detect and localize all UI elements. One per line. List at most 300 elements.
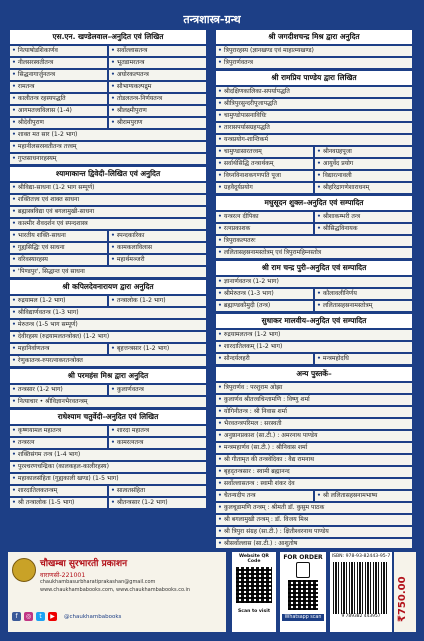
book-row <box>216 248 412 258</box>
book-title-item <box>216 395 412 405</box>
bullet-icon: • <box>218 492 222 499</box>
book-title: शारदातिलकम् (1-2 भाग) <box>223 343 283 350</box>
book-title: श्रीविद्यार्णवतन्त्र (1-3 भाग) <box>17 309 79 316</box>
book-title: ललितासहस्रनामस्तोत्रम् एवं त्रिपुरामहिम्नस्तोत्र <box>223 249 322 256</box>
book-row <box>10 308 206 318</box>
book-title: काश्मीर शैवदर्शन एवं स्पन्दशास्त्र <box>17 220 88 227</box>
book-row <box>216 183 412 193</box>
book-title-item <box>216 431 412 441</box>
book-title: नीलसरस्वतीतन्त्र <box>17 59 54 66</box>
book-title-item <box>109 58 206 68</box>
book-row <box>216 99 412 109</box>
book-title-item <box>216 147 313 157</box>
section-header: श्री रामप्रिय पाण्डेय द्वारा लिखित <box>216 71 412 85</box>
book-title-item <box>315 147 412 157</box>
book-title-item <box>315 301 412 311</box>
bullet-icon: • <box>12 71 16 78</box>
book-title: श्रीलक्ष्मीपुराण <box>116 107 147 114</box>
book-row <box>10 344 206 354</box>
bullet-icon: • <box>218 432 222 439</box>
order-qr-code[interactable] <box>288 580 318 610</box>
publisher-city: वाराणसी-221001 <box>40 572 86 579</box>
social-links <box>12 612 121 621</box>
book-title: सौन्दर्यलहरी <box>223 355 250 362</box>
book-title-item <box>216 443 412 453</box>
bullet-icon: • <box>111 95 115 102</box>
bullet-icon: • <box>218 302 222 309</box>
book-title: नित्याषोडशिकार्णव <box>17 47 58 54</box>
book-section <box>216 314 412 364</box>
bullet-icon: • <box>317 492 321 499</box>
bullet-icon: • <box>12 345 16 352</box>
book-title-item <box>109 255 206 265</box>
book-title: श्रीरामपुराण <box>116 119 143 126</box>
book-title-item <box>315 491 412 501</box>
book-row <box>10 450 206 460</box>
book-title-item <box>109 243 206 253</box>
book-title-item <box>216 58 412 68</box>
whatsapp-label: Whatsapp scan <box>282 614 324 621</box>
book-section <box>10 30 206 164</box>
book-title-item <box>10 207 206 217</box>
book-title: महानिर्वाणतन्त्र <box>17 345 50 352</box>
book-title-item <box>109 231 206 241</box>
bullet-icon: • <box>218 148 222 155</box>
book-title-item <box>315 159 412 169</box>
bullet-icon: • <box>218 528 222 535</box>
bullet-icon: • <box>218 225 222 232</box>
book-title: रेणुकातन्त्र-रुपरत्नाकरतन्त्रोक्त <box>17 357 83 364</box>
book-title: ब्रह्माण्डकौमुदी (तन्त्र) <box>223 302 271 309</box>
book-title: त्रिपुराकल्पतरुः <box>223 237 256 244</box>
book-row <box>216 419 412 429</box>
bullet-icon: • <box>218 355 222 362</box>
instagram-icon[interactable]: ◎ <box>25 613 32 620</box>
book-row <box>10 243 206 253</box>
book-title-item <box>315 289 412 299</box>
book-title: श्रीहरिद्रागणेशाराधनम् <box>322 184 370 191</box>
bullet-icon: • <box>12 297 16 304</box>
book-title: शारदातिलकतन्त्रम् <box>17 487 58 494</box>
book-title: महानीलसरस्वतीतन्त्र तत्त्वम् <box>17 143 77 150</box>
book-section <box>10 369 206 407</box>
book-row <box>216 354 412 364</box>
bullet-icon: • <box>218 480 222 487</box>
bullet-icon: • <box>317 302 321 309</box>
book-title: चामुण्डोपासनाविधिः <box>223 112 267 119</box>
book-title-item <box>109 486 206 496</box>
book-title: पुरश्चरणचन्द्रिका (कालकहल-कालीरहस्य) <box>17 463 109 470</box>
book-title: श्री त्रिपुरा संग्रह (सा.टी.) : क्षितीश्वरनाथ पाण्डेय <box>223 528 329 535</box>
bullet-icon: • <box>218 468 222 475</box>
book-row <box>216 159 412 169</box>
bullet-icon: • <box>12 208 16 215</box>
book-row <box>10 207 206 217</box>
book-title: कौलावलीनिर्णय <box>322 290 357 297</box>
book-row <box>216 503 412 513</box>
book-row <box>216 395 412 405</box>
bullet-icon: • <box>12 47 16 54</box>
book-title: मन्त्रमहोदधि <box>322 355 349 362</box>
bullet-icon: • <box>111 244 115 251</box>
book-row <box>10 142 206 152</box>
bullet-icon: • <box>111 232 115 239</box>
publisher-email[interactable]: chaukhambasurbharatiprakashan@gmail.com <box>40 579 156 585</box>
book-title: गुप्तसाधनारहस्यम् <box>17 155 57 162</box>
book-title: श्रीसर्वोल्लास (सा.टी.) : आशुतोष <box>223 540 298 547</box>
book-title: तन्त्ररत्न <box>17 439 35 446</box>
book-title: सिद्धनागार्जुनतन्त्र <box>17 71 56 78</box>
section-header: श्री कपिलदेवनारायण द्वारा अनुदित <box>10 280 206 294</box>
book-title-item <box>10 462 206 472</box>
book-row <box>216 224 412 234</box>
bullet-icon: • <box>111 119 115 126</box>
bullet-icon: • <box>12 196 16 203</box>
book-row <box>216 46 412 56</box>
book-title: कुलार्णव श्रीतत्त्वचिन्तामणि : विष्णु शर्मा <box>223 396 310 403</box>
book-title-item <box>216 330 412 340</box>
bullet-icon: • <box>12 427 16 434</box>
bullet-icon: • <box>218 184 222 191</box>
book-title: सर्वार्थसिद्धि तन्त्रार्थकम् <box>223 160 274 167</box>
book-title: भूतडामरतन्त्र <box>116 59 145 66</box>
book-title: सर्वोल्लासतन्त्र : स्वामी शंकर देव <box>223 480 295 487</box>
book-title-item <box>10 70 107 80</box>
book-title-item <box>10 356 206 366</box>
book-title-item <box>216 383 412 393</box>
bullet-icon: • <box>111 297 115 304</box>
book-title: कुलचूडामणि तन्त्रम् : श्रीमती डॉ. कुसुम पाठक <box>223 504 325 511</box>
bullet-icon: • <box>218 213 222 220</box>
book-title: तारासपर्यासग्रहपद्धति <box>223 124 270 131</box>
book-title-item <box>10 397 206 407</box>
book-title: कालीतन्त्र रहस्यपद्धति <box>17 95 66 102</box>
bullet-icon: • <box>12 107 16 114</box>
book-title-item <box>216 87 412 97</box>
book-title: श्रीशाकम्भरी तन्त्र <box>322 213 361 220</box>
section-header: एस.एन. खण्डेलवाल–अनुदित एवं लिखित <box>10 30 206 44</box>
website-qr-box[interactable] <box>232 552 276 632</box>
bullet-icon: • <box>12 309 16 316</box>
publisher-name: चौखम्बा सुरभारती प्रकाशन <box>40 559 128 569</box>
youtube-icon[interactable]: ▶ <box>48 612 57 621</box>
bullet-icon: • <box>218 172 222 179</box>
book-title-item <box>216 527 412 537</box>
book-title: रुद्रयामल (1-2 भाग) <box>17 297 66 304</box>
book-title-item <box>109 82 206 92</box>
book-title-item <box>10 308 206 318</box>
bullet-icon: • <box>12 232 16 239</box>
book-title: त्रिपुरार्णवतन्त्र <box>223 59 253 66</box>
book-title-item <box>10 219 206 229</box>
book-title: रामतन्त्र <box>17 83 35 90</box>
book-title-item <box>10 106 107 116</box>
bullet-icon: • <box>218 237 222 244</box>
book-title-item <box>10 474 206 484</box>
book-row <box>216 407 412 417</box>
book-title-item <box>10 195 206 205</box>
book-row <box>10 498 206 508</box>
book-row <box>10 486 206 496</box>
book-title-item <box>109 426 206 436</box>
book-title: अनुष्ठानप्रकाश (सा.टी.) : अमरनाथ पाण्डेय <box>223 432 318 439</box>
bullet-icon: • <box>218 278 222 285</box>
book-row <box>10 385 206 395</box>
bullet-icon: • <box>218 331 222 338</box>
book-title-item <box>216 277 412 287</box>
book-row <box>216 527 412 537</box>
book-row <box>216 455 412 465</box>
book-title-item <box>216 212 313 222</box>
book-title-item <box>109 118 206 128</box>
book-row <box>216 301 412 311</box>
section-header: श्री जगदीशचन्द्र मिश्र द्वारा अनुदित <box>216 30 412 44</box>
book-title-item <box>10 320 206 330</box>
bullet-icon: • <box>218 408 222 415</box>
book-title-item <box>216 183 313 193</box>
book-title-item <box>10 243 107 253</box>
book-title-item <box>216 419 412 429</box>
book-title-item <box>10 142 206 152</box>
book-title: ब्रह्मास्त्रविद्या एवं बगलामुखी-साधना <box>17 208 95 215</box>
book-title: महार्थमञ्जरी <box>116 256 145 263</box>
bullet-icon: • <box>218 124 222 131</box>
section-header: अन्य पुस्तकें– <box>216 367 412 381</box>
book-title: चामुण्डासारतत्त्वम् <box>223 148 262 155</box>
isbn-box <box>330 552 392 632</box>
bullet-icon: • <box>218 504 222 511</box>
bullet-icon: • <box>317 148 321 155</box>
book-title: देवीरहस्य (रुद्रयामलतन्त्रोक्त) (1-2 भाग) <box>17 333 110 340</box>
bullet-icon: • <box>12 131 16 138</box>
book-title: रुद्रयामलतन्त्र (1-2 भाग) <box>223 331 281 338</box>
book-title: भैरवतन्त्रपरिमल : सरस्वती <box>223 420 282 427</box>
book-title-item <box>216 515 412 525</box>
bullet-icon: • <box>12 256 16 263</box>
book-title-item <box>10 385 107 395</box>
bullet-icon: • <box>317 172 321 179</box>
book-title-item <box>10 58 107 68</box>
section-header: राधेश्याम चतुर्वेदी–अनुदित एवं लिखित <box>10 410 206 424</box>
book-title-item <box>216 224 313 234</box>
book-row <box>216 58 412 68</box>
book-title-item <box>216 289 313 299</box>
book-title: योगिनीतन्त्र : श्री निवास शर्मा <box>223 408 287 415</box>
book-title: श्रीमेरुतन्त्र (1-3 भाग) <box>223 290 274 297</box>
book-title: ललितासहस्रनामस्तोत्रम् <box>322 302 373 309</box>
twitter-icon[interactable]: t <box>36 612 45 621</box>
bullet-icon: • <box>218 100 222 107</box>
book-section <box>216 71 412 193</box>
book-title: शक्तिसंगम तन्त्र (1-4 भाग) <box>17 451 81 458</box>
book-title: श्री तन्त्रालोक (1-5 भाग) <box>17 499 75 506</box>
bullet-icon: • <box>218 343 222 350</box>
book-section <box>10 410 206 508</box>
bullet-icon: • <box>218 384 222 391</box>
book-row <box>216 330 412 340</box>
book-title-item <box>10 231 107 241</box>
website-qr-label: Website QR Code <box>239 554 269 564</box>
book-title: यन्त्रप्रयोग-शान्तिकर्म <box>223 136 268 143</box>
book-title-item <box>109 46 206 56</box>
book-row <box>10 231 206 241</box>
book-title-item <box>10 82 107 92</box>
book-title: श्रीत्रिपुरसुन्दरीपूजापद्धति <box>223 100 277 107</box>
publisher-website[interactable]: www.chaukhambabooks.com, www.chaukhambabooks.co.in <box>40 587 191 593</box>
book-row <box>216 212 412 222</box>
book-title: शाक्त मत सार (1-2 भाग) <box>17 131 78 138</box>
book-title-item <box>216 123 412 133</box>
book-title-item <box>10 255 107 265</box>
book-title: महाकालसंहिता (गुह्यकाली खण्ड) (1-5 भाग) <box>17 475 119 482</box>
book-title: कुलार्णवतन्त्र <box>116 386 144 393</box>
bullet-icon: • <box>12 487 16 494</box>
bullet-icon: • <box>218 160 222 167</box>
book-title: गुह्यसिद्धिः एवं साधना <box>17 244 65 251</box>
book-title-item <box>216 301 313 311</box>
book-title-item <box>315 171 412 181</box>
bullet-icon: • <box>12 268 16 275</box>
order-qr-box[interactable] <box>280 552 326 632</box>
book-title-item <box>216 171 313 181</box>
book-title: श्रीतन्त्रसार (1-2 भाग) <box>116 499 168 506</box>
book-row <box>216 289 412 299</box>
book-row <box>10 82 206 92</box>
book-title-item <box>216 236 412 246</box>
bullet-icon: • <box>111 47 115 54</box>
book-row <box>216 123 412 133</box>
book-row <box>216 87 412 97</box>
book-title-item <box>315 354 412 364</box>
book-title: श्री ललितासहस्रनामभाष्य <box>322 492 378 499</box>
bullet-icon: • <box>317 290 321 297</box>
bullet-icon: • <box>12 155 16 162</box>
book-row <box>216 431 412 441</box>
barcode-icon <box>333 562 389 614</box>
bullet-icon: • <box>317 184 321 191</box>
book-title: विघ्नविनाशकगणपति पूजा <box>223 172 281 179</box>
book-title-item <box>109 94 206 104</box>
book-title-item <box>109 498 206 508</box>
book-row <box>10 106 206 116</box>
book-title: बृहत्तन्त्रसार (1-2 भाग) <box>116 345 170 352</box>
book-row <box>216 135 412 145</box>
book-section <box>10 167 206 277</box>
book-title: कामरत्नतन्त्र <box>116 439 144 446</box>
section-header: श्यामाकान्त द्विवेदी–लिखित एवं अनुदित <box>10 167 206 181</box>
book-title: श्रीदेवीपुराण <box>17 119 44 126</box>
book-row <box>10 58 206 68</box>
bullet-icon: • <box>317 225 321 232</box>
book-title-item <box>10 267 206 277</box>
bullet-icon: • <box>12 83 16 90</box>
book-row <box>10 195 206 205</box>
book-row <box>216 443 412 453</box>
book-title: तन्त्रालोक (1-2 भाग) <box>116 297 166 304</box>
book-title-item <box>216 111 412 121</box>
bullet-icon: • <box>111 83 115 90</box>
book-row <box>10 474 206 484</box>
website-qr-footer: Scan to visit <box>237 609 271 614</box>
bullet-icon: • <box>111 499 115 506</box>
book-title: नित्याचार • श्रीविज्ञानभैरवतन्त्रम् <box>17 398 88 405</box>
section-header: श्री परमहंस मिश्र द्वारा अनुदित <box>10 369 206 383</box>
book-title-item <box>10 332 206 342</box>
book-row <box>10 332 206 342</box>
right-column <box>216 30 412 552</box>
bullet-icon: • <box>218 290 222 297</box>
book-title: सात्वतसंहिता <box>116 487 146 494</box>
book-row <box>10 46 206 56</box>
book-section <box>216 367 412 549</box>
book-row <box>216 171 412 181</box>
bullet-icon: • <box>218 516 222 523</box>
book-title-item <box>109 296 206 306</box>
bullet-icon: • <box>12 244 16 251</box>
bullet-icon: • <box>111 345 115 352</box>
bullet-icon: • <box>111 386 115 393</box>
book-row <box>216 147 412 157</box>
section-header: मधुसूदन शुक्ल–अनुदित एवं सम्पादित <box>216 196 412 210</box>
book-row <box>216 383 412 393</box>
book-row <box>10 219 206 229</box>
bullet-icon: • <box>317 355 321 362</box>
facebook-icon[interactable]: f <box>12 612 21 621</box>
book-title-item <box>216 455 412 465</box>
book-title-item <box>216 354 313 364</box>
website-qr-code[interactable] <box>236 567 272 603</box>
book-title: मन्त्रमहार्णव (सा.टी.) : श्रीनिवास शर्मा <box>223 444 308 451</box>
bullet-icon: • <box>12 357 16 364</box>
book-title-item <box>315 224 412 234</box>
book-title: आयुर्वेद प्रयोग <box>322 160 354 167</box>
publisher-box <box>8 552 226 632</box>
book-title-item <box>10 498 107 508</box>
book-title-item <box>10 154 206 164</box>
book-title: वरिवस्यारहस्य <box>17 256 48 263</box>
book-title: अघोरकल्पतन्त्र <box>116 71 149 78</box>
bullet-icon: • <box>218 420 222 427</box>
book-row <box>10 130 206 140</box>
book-title: तन्त्रसार (1-2 भाग) <box>17 386 63 393</box>
section-header: श्री राम चन्द्र पुरी–अनुदित एवं सम्पादित <box>216 261 412 275</box>
bullet-icon: • <box>111 107 115 114</box>
price-box <box>394 552 416 632</box>
bullet-icon: • <box>111 71 115 78</box>
book-title-item <box>216 479 412 489</box>
book-row <box>10 320 206 330</box>
book-title: यन्त्ररत्न दीपिका <box>223 213 259 220</box>
book-title-item <box>315 212 412 222</box>
bullet-icon: • <box>12 220 16 227</box>
book-title: स्पन्दकारिका <box>116 232 145 239</box>
bullet-icon: • <box>218 456 222 463</box>
bullet-icon: • <box>12 499 16 506</box>
book-row <box>10 94 206 104</box>
bullet-icon: • <box>218 396 222 403</box>
section-header: सुधाकर मालवीय–अनुदित एवं सम्पादित <box>216 314 412 328</box>
book-title: भारतीय शक्ति-साधना <box>17 232 66 239</box>
book-title: श्रीदक्षिणकालिका-सपर्यापद्धति <box>223 88 290 95</box>
book-title-item <box>10 486 107 496</box>
book-row <box>216 342 412 352</box>
book-row <box>10 267 206 277</box>
bullet-icon: • <box>111 59 115 66</box>
bullet-icon: • <box>218 136 222 143</box>
book-title: त्रिपुरारहस्य (ज्ञानखण्ड एवं माहात्म्यखण्ड) <box>223 47 314 54</box>
bullet-icon: • <box>12 95 16 102</box>
book-title-item <box>10 450 206 460</box>
